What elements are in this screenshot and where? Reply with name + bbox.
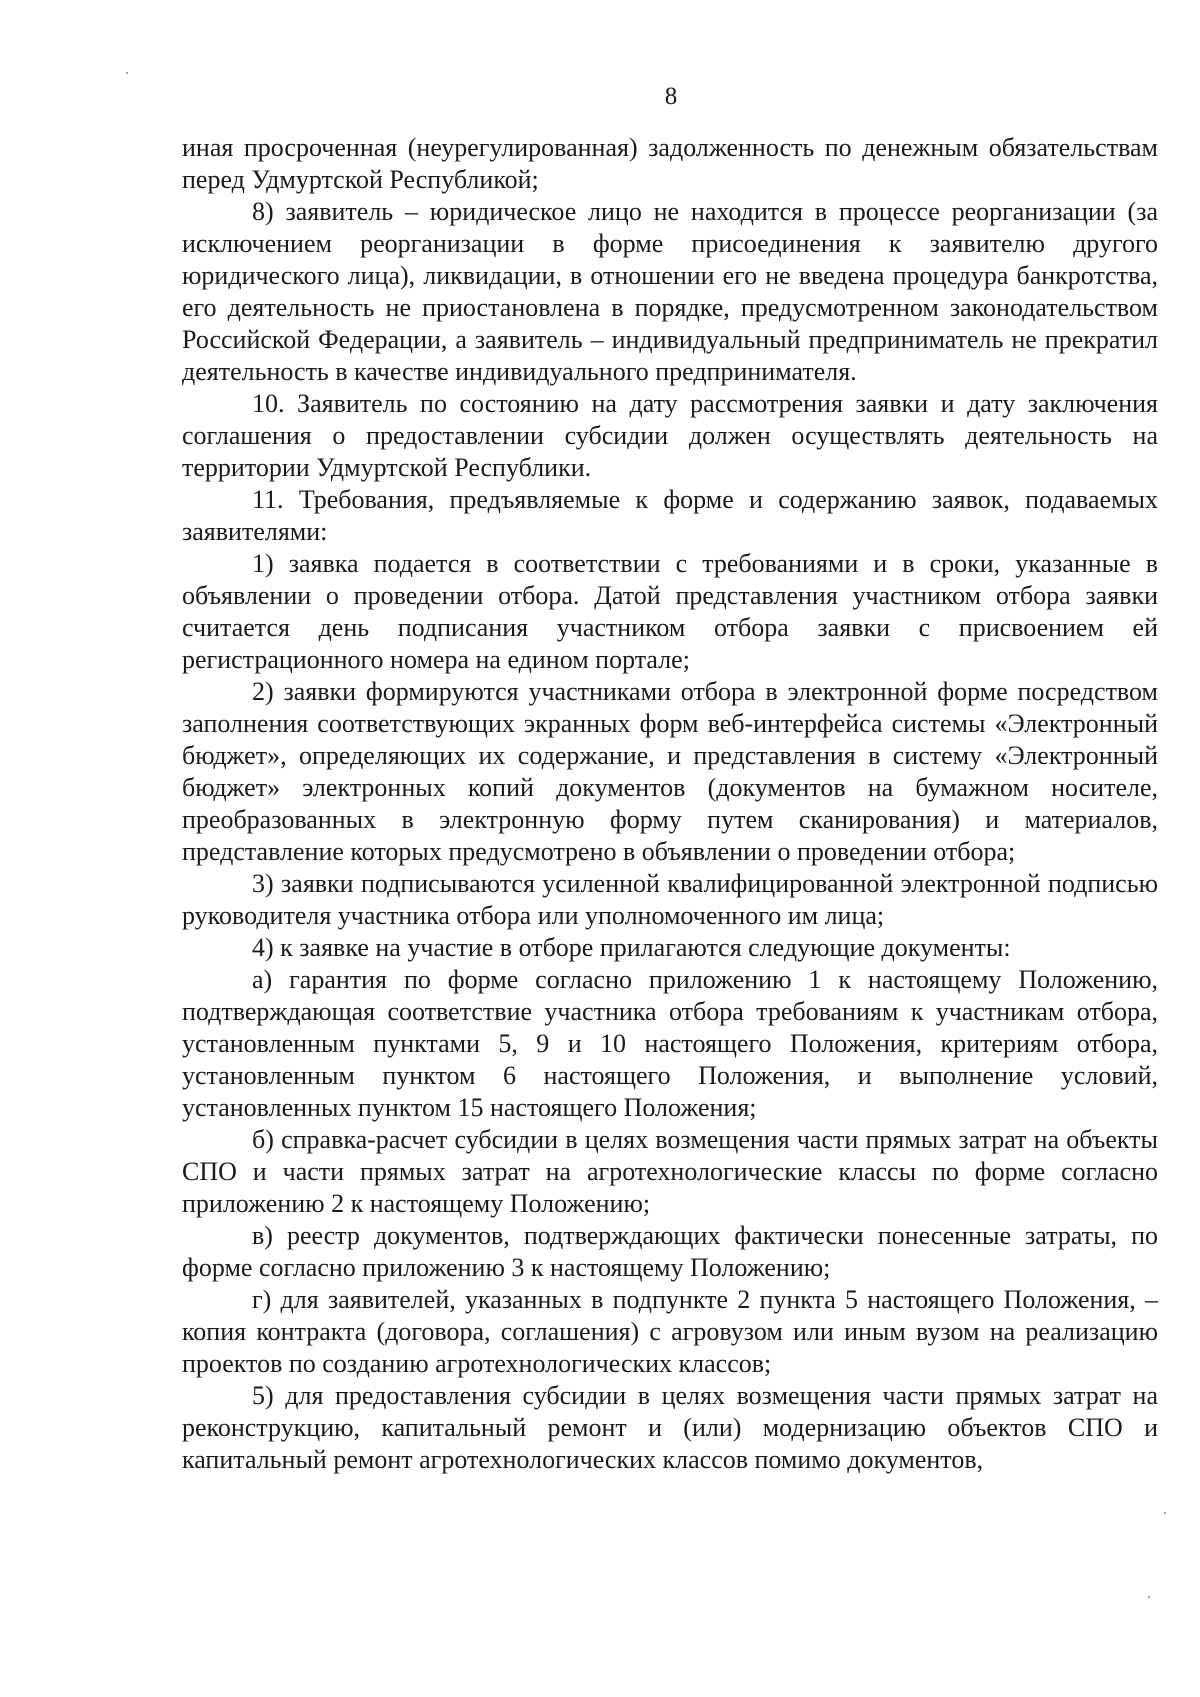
paragraph-subitem-4v: в) реестр документов, подтверждающих фактически понесенные затраты, по форме согласно приложению 3 к настоящему Положению; bbox=[182, 1221, 1158, 1282]
document-body bbox=[182, 132, 1158, 1476]
paragraph-subitem-5: 5) для предоставления субсидии в целях возмещения части прямых затрат на реконструкцию, капитальный ремонт и (или) модернизацию объектов СПО и капитальный ремонт агротехнологических классов помимо документов, bbox=[182, 1381, 1158, 1474]
page-number: 8 bbox=[664, 83, 678, 110]
scan-artifact bbox=[126, 72, 128, 74]
paragraph-subitem-4g: г) для заявителей, указанных в подпункте 2 пункта 5 настоящего Положения, – копия контракта (договора, соглашения) с агровузом или иным вузом на реализацию проектов по созданию агротехнологических классов; bbox=[182, 1285, 1158, 1378]
paragraph-section-11: 11. Требования, предъявляемые к форме и содержанию заявок, подаваемых заявителями: bbox=[182, 485, 1158, 546]
scan-artifact bbox=[1148, 1596, 1150, 1598]
paragraph-subitem-4: 4) к заявке на участие в отборе прилагаются следующие документы: bbox=[252, 933, 1011, 962]
paragraph-subitem-3: 3) заявки подписываются усиленной квалифицированной электронной подписью руководителя участника отбора или уполномоченного им лица; bbox=[182, 869, 1158, 930]
paragraph-subitem-4b: б) справка-расчет субсидии в целях возмещения части прямых затрат на объекты СПО и части прямых затрат на агротехнологические классы по форме согласно приложению 2 к настоящему Положению; bbox=[182, 1125, 1158, 1218]
scan-artifact bbox=[1164, 1512, 1166, 1514]
paragraph-subitem-1: 1) заявка подается в соответствии с требованиями и в сроки, указанные в объявлении о проведении отбора. Датой представления участником отбора заявки считается день подписания участником отбора заявки с присвоением ей регистрационного номера на едином портале; bbox=[182, 549, 1158, 674]
paragraph-section-10: 10. Заявитель по состоянию на дату рассмотрения заявки и дату заключения соглашения о предоставлении субсидии должен осуществлять деятельность на территории Удмуртской Республики. bbox=[182, 389, 1158, 482]
paragraph-item-8: 8) заявитель – юридическое лицо не находится в процессе реорганизации (за исключением реорганизации в форме присоединения к заявителю другого юридического лица), ликвидации, в отношении его не введена процедура банкротства, его деятельность не приостановлена в порядке, предусмотренном законодательством Российской Федерации, а заявитель – индивидуальный предприниматель не прекратил деятельность в качестве индивидуального предпринимателя. bbox=[182, 197, 1158, 386]
paragraph-subitem-4a: а) гарантия по форме согласно приложению 1 к настоящему Положению, подтверждающая соответствие участника отбора требованиям к участникам отбора, установленным пунктами 5, 9 и 10 настоящего Положения, критериям отбора, установленным пунктом 6 настоящего Положения, и выполнение условий, установленных пунктом 15 настоящего Положения; bbox=[182, 965, 1158, 1122]
paragraph-continuation: иная просроченная (неурегулированная) задолженность по денежным обязательствам перед Удмуртской Республикой; bbox=[182, 133, 1158, 194]
paragraph-subitem-2: 2) заявки формируются участниками отбора в электронной форме посредством заполнения соответствующих экранных форм веб-интерфейса системы «Электронный бюджет», определяющих их содержание, и представления в систему «Электронный бюджет» электронных копий документов (документов на бумажном носителе, преобразованных в электронную форму путем сканирования) и материалов, представление которых предусмотрено в объявлении о проведении отбора; bbox=[182, 677, 1158, 866]
